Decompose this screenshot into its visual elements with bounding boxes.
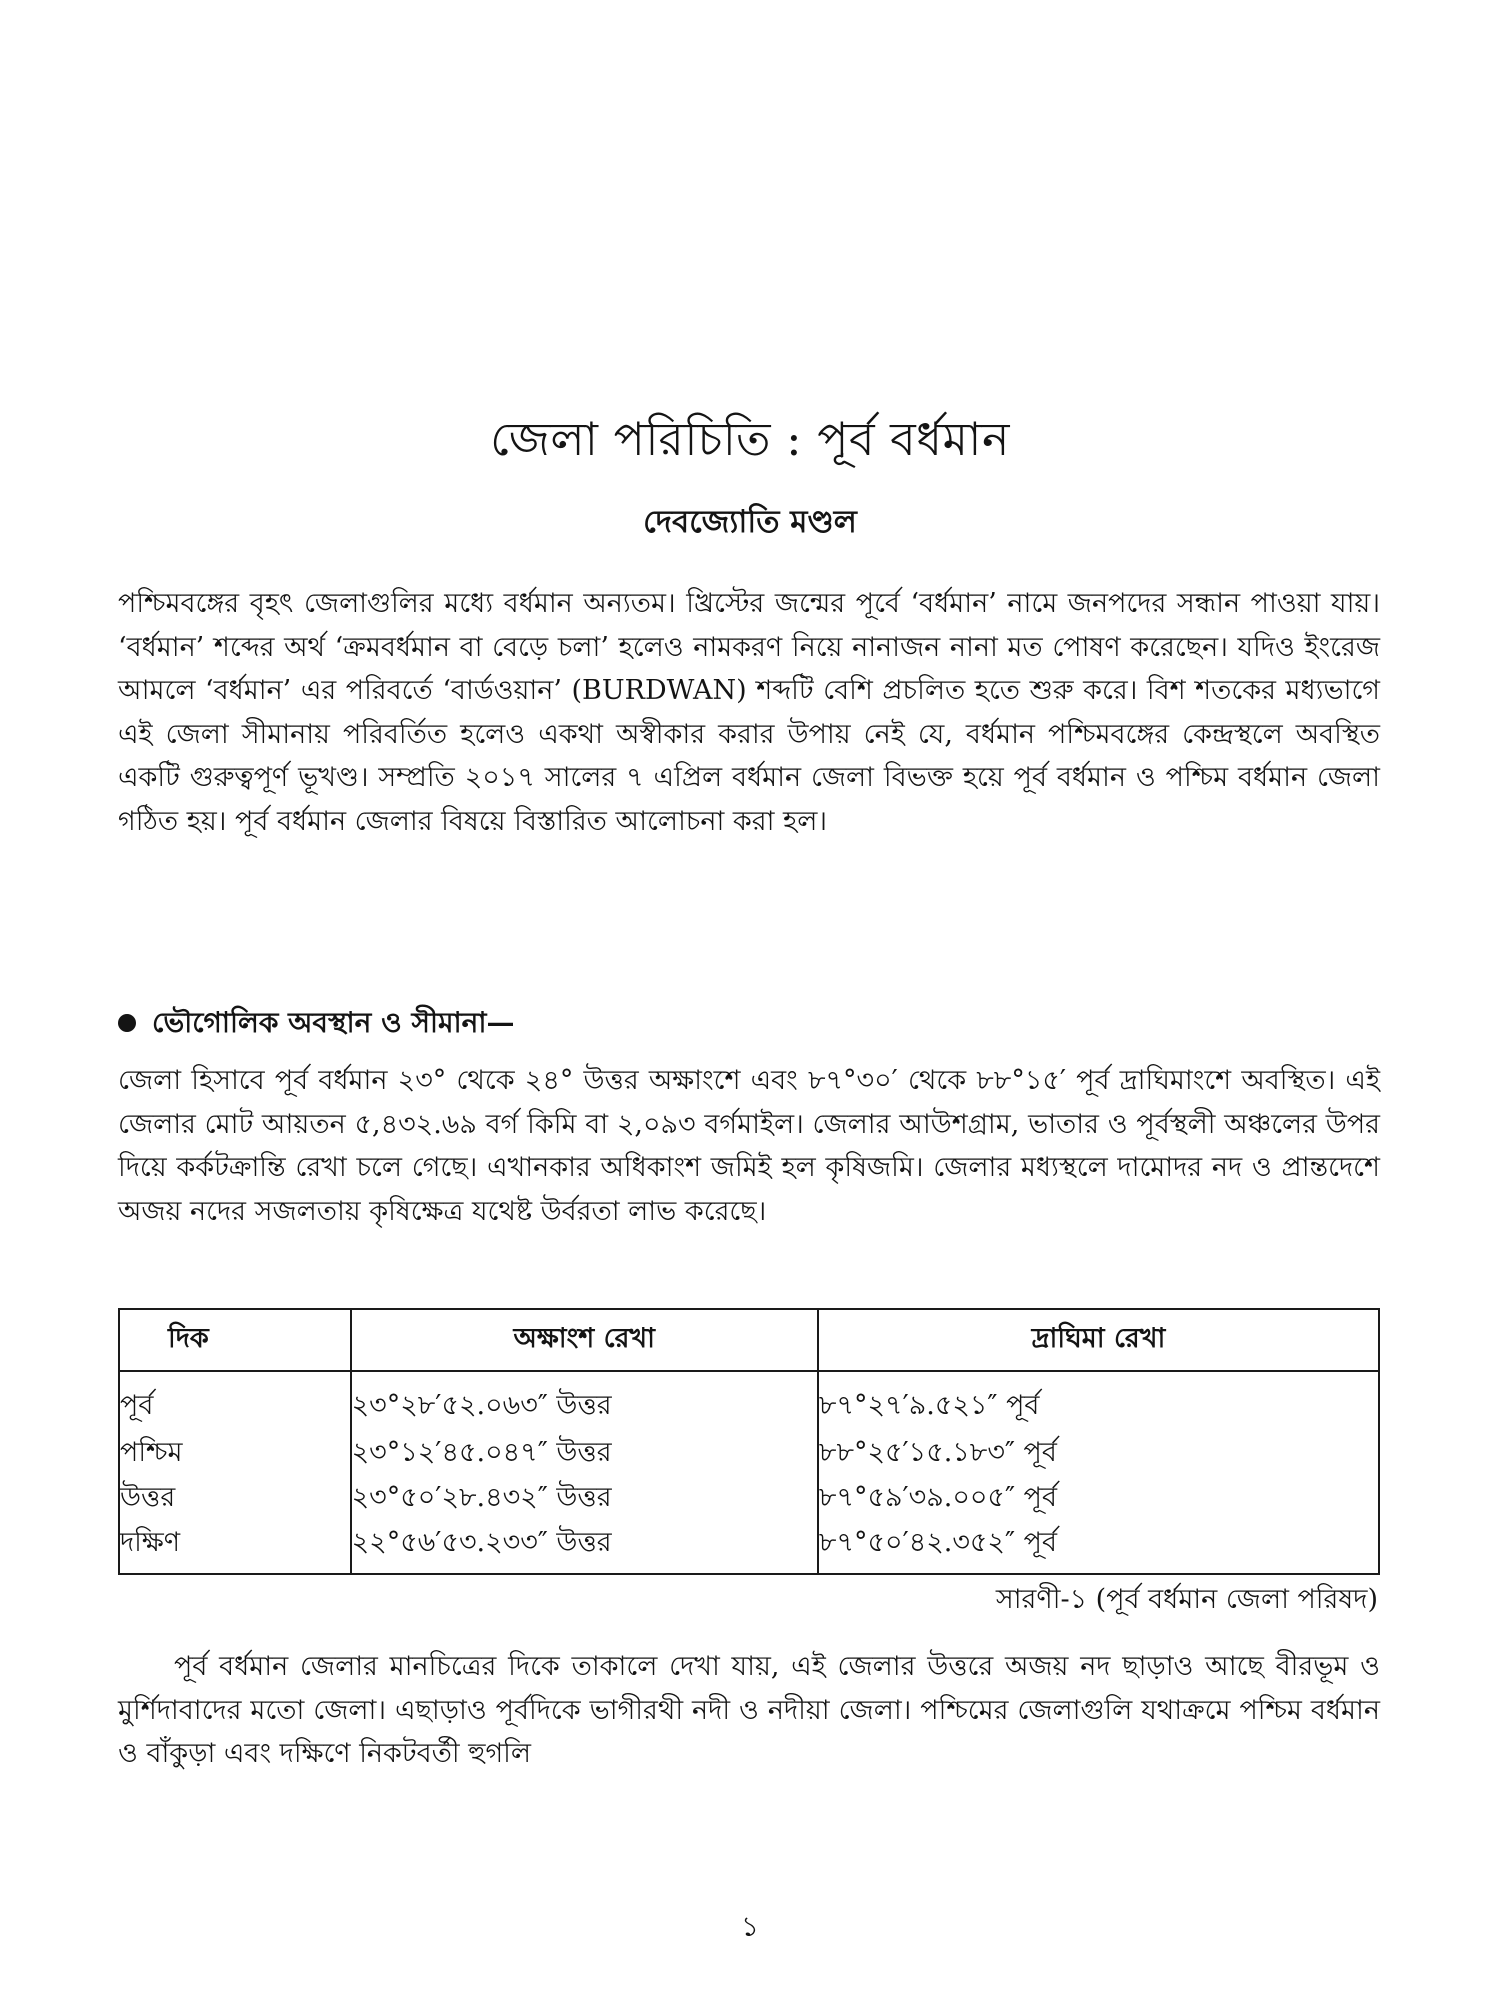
table-row (119, 1477, 1379, 1522)
cell-longitude: ৮৭°২৭′৯.৫২১″ পূর্ব (818, 1371, 1379, 1432)
section-heading-text: ভৌগোলিক অবস্থান ও সীমানা— (152, 1006, 515, 1039)
cell-latitude: ২২°৫৬′৫৩.২৩৩″ উত্তর (351, 1522, 818, 1574)
cell-direction: উত্তর (119, 1477, 351, 1522)
table-row (119, 1432, 1379, 1477)
table-caption: সারণী-১ (পূর্ব বর্ধমান জেলা পরিষদ) (995, 1584, 1378, 1615)
table-header-row (119, 1309, 1379, 1371)
cell-direction: পশ্চিম (119, 1432, 351, 1477)
cell-latitude: ২৩°৫০′২৮.৪৩২″ উত্তর (351, 1477, 818, 1522)
bullet-icon (118, 1014, 136, 1032)
table-row (119, 1522, 1379, 1574)
intro-paragraph: পশ্চিমবঙ্গের বৃহৎ জেলাগুলির মধ্যে বর্ধমান অন্যতম। খ্রিস্টের জন্মের পূর্বে ‘বর্ধমান’ নামে জনপদের সন্ধান পাওয়া যায়। ‘বর্ধমান’ শব্দের অর্থ ‘ক্রমবর্ধমান বা বেড়ে চলা’ হলেও নামকরণ নিয়ে নানাজন নানা মত পোষণ করেছেন। যদিও ইংরেজ আমলে ‘বর্ধমান’ এর পরিবর্তে ‘বার্ডওয়ান’ (BURDWAN) শব্দটি বেশি প্রচলিত হতে শুরু করে। বিশ শতকের মধ্যভাগে এই জেলা সীমানায় পরিবর্তিত হলেও একথা অস্বীকার করার উপায় নেই যে, বর্ধমান পশ্চিমবঙ্গের কেন্দ্রস্থলে অবস্থিত একটি গুরুত্বপূর্ণ ভূখণ্ড। সম্প্রতি ২০১৭ সালের ৭ এপ্রিল বর্ধমান জেলা বিভক্ত হয়ে পূর্ব বর্ধমান ও পশ্চিম বর্ধমান জেলা গঠিত হয়। পূর্ব বর্ধমান জেলার বিষয়ে বিস্তারিত আলোচনা করা হল। (118, 588, 1380, 837)
cell-latitude: ২৩°২৮′৫২.০৬৩″ উত্তর (351, 1371, 818, 1432)
table-row (119, 1371, 1379, 1432)
author-name: দেবজ্যোতি মণ্ডল (643, 504, 857, 540)
cell-longitude: ৮৭°৫০′৪২.৩৫২″ পূর্ব (818, 1522, 1379, 1574)
section-heading (118, 1003, 514, 1043)
header-longitude: দ্রাঘিমা রেখা (818, 1309, 1379, 1371)
header-direction: দিক (119, 1309, 351, 1371)
coordinates-table (118, 1308, 1380, 1575)
page-title: জেলা পরিচিতি : পূর্ব বর্ধমান (490, 412, 1010, 466)
closing-paragraph: পূর্ব বর্ধমান জেলার মানচিত্রের দিকে তাকালে দেখা যায়, এই জেলার উত্তরে অজয় নদ ছাড়াও আছে বীরভূম ও মুর্শিদাবাদের মতো জেলা। এছাড়াও পূর্বদিকে ভাগীরথী নদী ও নদীয়া জেলা। পশ্চিমের জেলাগুলি যথাক্রমে পশ্চিম বর্ধমান ও বাঁকুড়া এবং দক্ষিণে নিকটবর্তী হুগলি (118, 1651, 1380, 1770)
page-number: ১ (740, 1910, 760, 1943)
cell-longitude: ৮৭°৫৯′৩৯.০০৫″ পূর্ব (818, 1477, 1379, 1522)
header-latitude: অক্ষাংশ রেখা (351, 1309, 818, 1371)
geography-paragraph: জেলা হিসাবে পূর্ব বর্ধমান ২৩° থেকে ২৪° উত্তর অক্ষাংশে এবং ৮৭°৩০′ থেকে ৮৮°১৫′ পূর্ব দ্রাঘিমাংশে অবস্থিত। এই জেলার মোট আয়তন ৫,৪৩২.৬৯ বর্গ কিমি বা ২,০৯৩ বর্গমাইল। জেলার আউশগ্রাম, ভাতার ও পূর্বস্থলী অঞ্চলের উপর দিয়ে কর্কটক্রান্তি রেখা চলে গেছে। এখানকার অধিকাংশ জমিই হল কৃষিজমি। জেলার মধ্যস্থলে দামোদর নদ ও প্রান্তদেশে অজয় নদের সজলতায় কৃষিক্ষেত্র যথেষ্ট উর্বরতা লাভ করেছে। (118, 1065, 1380, 1227)
cell-direction: পূর্ব (119, 1371, 351, 1432)
cell-direction: দক্ষিণ (119, 1522, 351, 1574)
cell-longitude: ৮৮°২৫′১৫.১৮৩″ পূর্ব (818, 1432, 1379, 1477)
cell-latitude: ২৩°১২′৪৫.০৪৭″ উত্তর (351, 1432, 818, 1477)
